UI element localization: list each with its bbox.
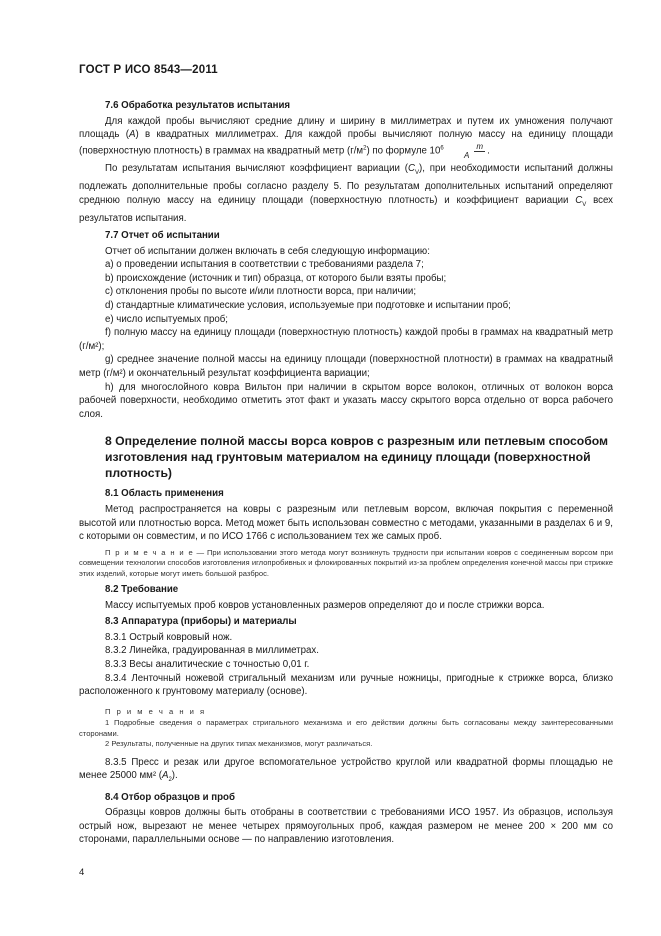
apparatus-note-1: 1 Подробные сведения о параметрах стригального механизма и его действии должны быть согласованы между заинтересованными сторонами. xyxy=(79,718,613,738)
section-7-6-paragraph-1: Для каждой пробы вычисляют средние длину и ширину в миллиметрах и путем их умножения получают площадь (A) в квадратных миллиметрах. Для каждой пробы вычисляют полную массу на единицу площади (поверхностную плотность) в граммах на квадратный метр $(г/м^2)$ по формуле $10^6$ m A . xyxy=(79,115,613,160)
section-8-2-paragraph: Массу испытуемых проб ковров установленных размеров определяют до и после стрижки ворса. xyxy=(105,599,545,611)
section-8-title: 8 Определение полной массы ворса ковров с разрезным или петлевым способом изготовления над грунтовым материалом на единицу площади (поверхностной плотность) xyxy=(105,434,609,481)
apparatus-item-1: 8.3.1 Острый ковровый нож. xyxy=(105,631,233,643)
report-item-a: а) о проведении испытания в соответствии с требованиями раздела 7; xyxy=(105,259,424,271)
report-item-e: e) число испытуемых проб; xyxy=(105,313,229,325)
apparatus-item-2: 8.3.2 Линейка, градуированная в миллиметрах. xyxy=(105,645,319,657)
section-7-6-paragraph-2: По результатам испытания вычисляют коэффициент вариации $(C_V)$, при необходимости испытаний должны подлежать дополнительные пробы согласно разделу 5. По результатам дополнительных испытаний определяют среднюю полную массу на единицу площади (поверхностную плотность) и коэффициент вариации $C_V$ всех результатов испытания. xyxy=(79,162,613,225)
section-8-1-paragraph: Метод распространяется на ковры с разрезным или петлевым ворсом, включая покрытия с переменной высотой или плотностью ворса. Метод может быть использован совместно с методами, указанными в разделах 6 и 9, с которыми он совместим, и по ИСО 1766 с использованием тех же самых проб. xyxy=(79,503,613,543)
section-7-7-title: 7.7 Отчет об испытании xyxy=(105,230,220,242)
report-item-g: g) среднее значение полной массы на единицу площади (поверхностной плотности) в граммах на квадратный метр (г/м²) и окончательный результат коэффициента вариации; xyxy=(79,354,613,379)
section-7-7-intro: Отчет об испытании должен включать в себя следующую информацию: xyxy=(105,245,430,257)
mass-formula: m A xyxy=(464,141,484,160)
apparatus-item-4: 8.3.4 Ленточный ножевой стригальный механизм или ручные ножницы, пригодные к стрижке ворса, близко расположенного к грунтовому материалу (основе). xyxy=(79,672,613,698)
document-body xyxy=(79,96,613,847)
section-8-2-title: 8.2 Требование xyxy=(105,583,179,595)
report-item-f: f) полную массу на единицу площади (поверхностную плотность) каждой пробы в граммах на квадратный метр (г/м²); xyxy=(79,327,613,352)
section-8-1-note: П р и м е ч а н и е — При использовании этого метода могут возникнуть трудности при испытании ковров с соединенным ворсом при совмещении технологии способов изготовления иглопробивных и флокированных покрытий из-за проблем определения конечной массы при стрижке этих изделий, которые могут иметь большой разброс. xyxy=(79,547,613,578)
section-8-3-title: 8.3 Аппаратура (приборы) и материалы xyxy=(105,616,297,628)
report-item-h: h) для многослойного ковра Вильтон при наличии в скрытом ворсе волокон, отличных от волокон ворса рабочей поверхности, необходимо отметить этот факт и указать массу скрытого ворса отдельно от ворса рабочего слоя. xyxy=(79,381,613,420)
report-item-c: c) отклонения пробы по высоте и/или плотности ворса, при наличии; xyxy=(105,286,417,298)
section-8-1-title: 8.1 Область применения xyxy=(105,488,224,500)
report-item-b: b) происхождение (источник и тип) образца, от которого были взяты пробы; xyxy=(105,272,447,284)
section-8-4-paragraph: Образцы ковров должны быть отобраны в соответствии с требованиями ИСО 1957. Из образцов, используя острый нож, вырезают не менее четырех прямоугольных проб, каждая размером не менее 200 × 200 мм со сторонами, параллельными основе — по направлению изготовления. xyxy=(79,807,613,846)
section-8-4-title: 8.4 Отбор образцов и проб xyxy=(105,791,235,803)
report-item-d: d) стандартные климатические условия, используемые при подготовке и испытании проб; xyxy=(105,300,511,311)
document-header: ГОСТ Р ИСО 8543—2011 xyxy=(79,64,218,76)
apparatus-item-3: 8.3.3 Весы аналитические с точностью 0,01 г. xyxy=(105,658,310,670)
page-number: 4 xyxy=(79,867,85,878)
apparatus-note-2: 2 Результаты, полученные на других типах механизмов, могут различаться. xyxy=(105,739,373,749)
apparatus-item-5: 8.3.5 Пресс и резак или другое вспомогательное устройство круглой или квадратной формы площадью не менее 25000 мм² $(A_2)$. xyxy=(79,756,613,784)
apparatus-notes-label: П р и м е ч а н и я xyxy=(105,706,207,716)
section-7-6-title: 7.6 Обработка результатов испытания xyxy=(105,100,291,111)
